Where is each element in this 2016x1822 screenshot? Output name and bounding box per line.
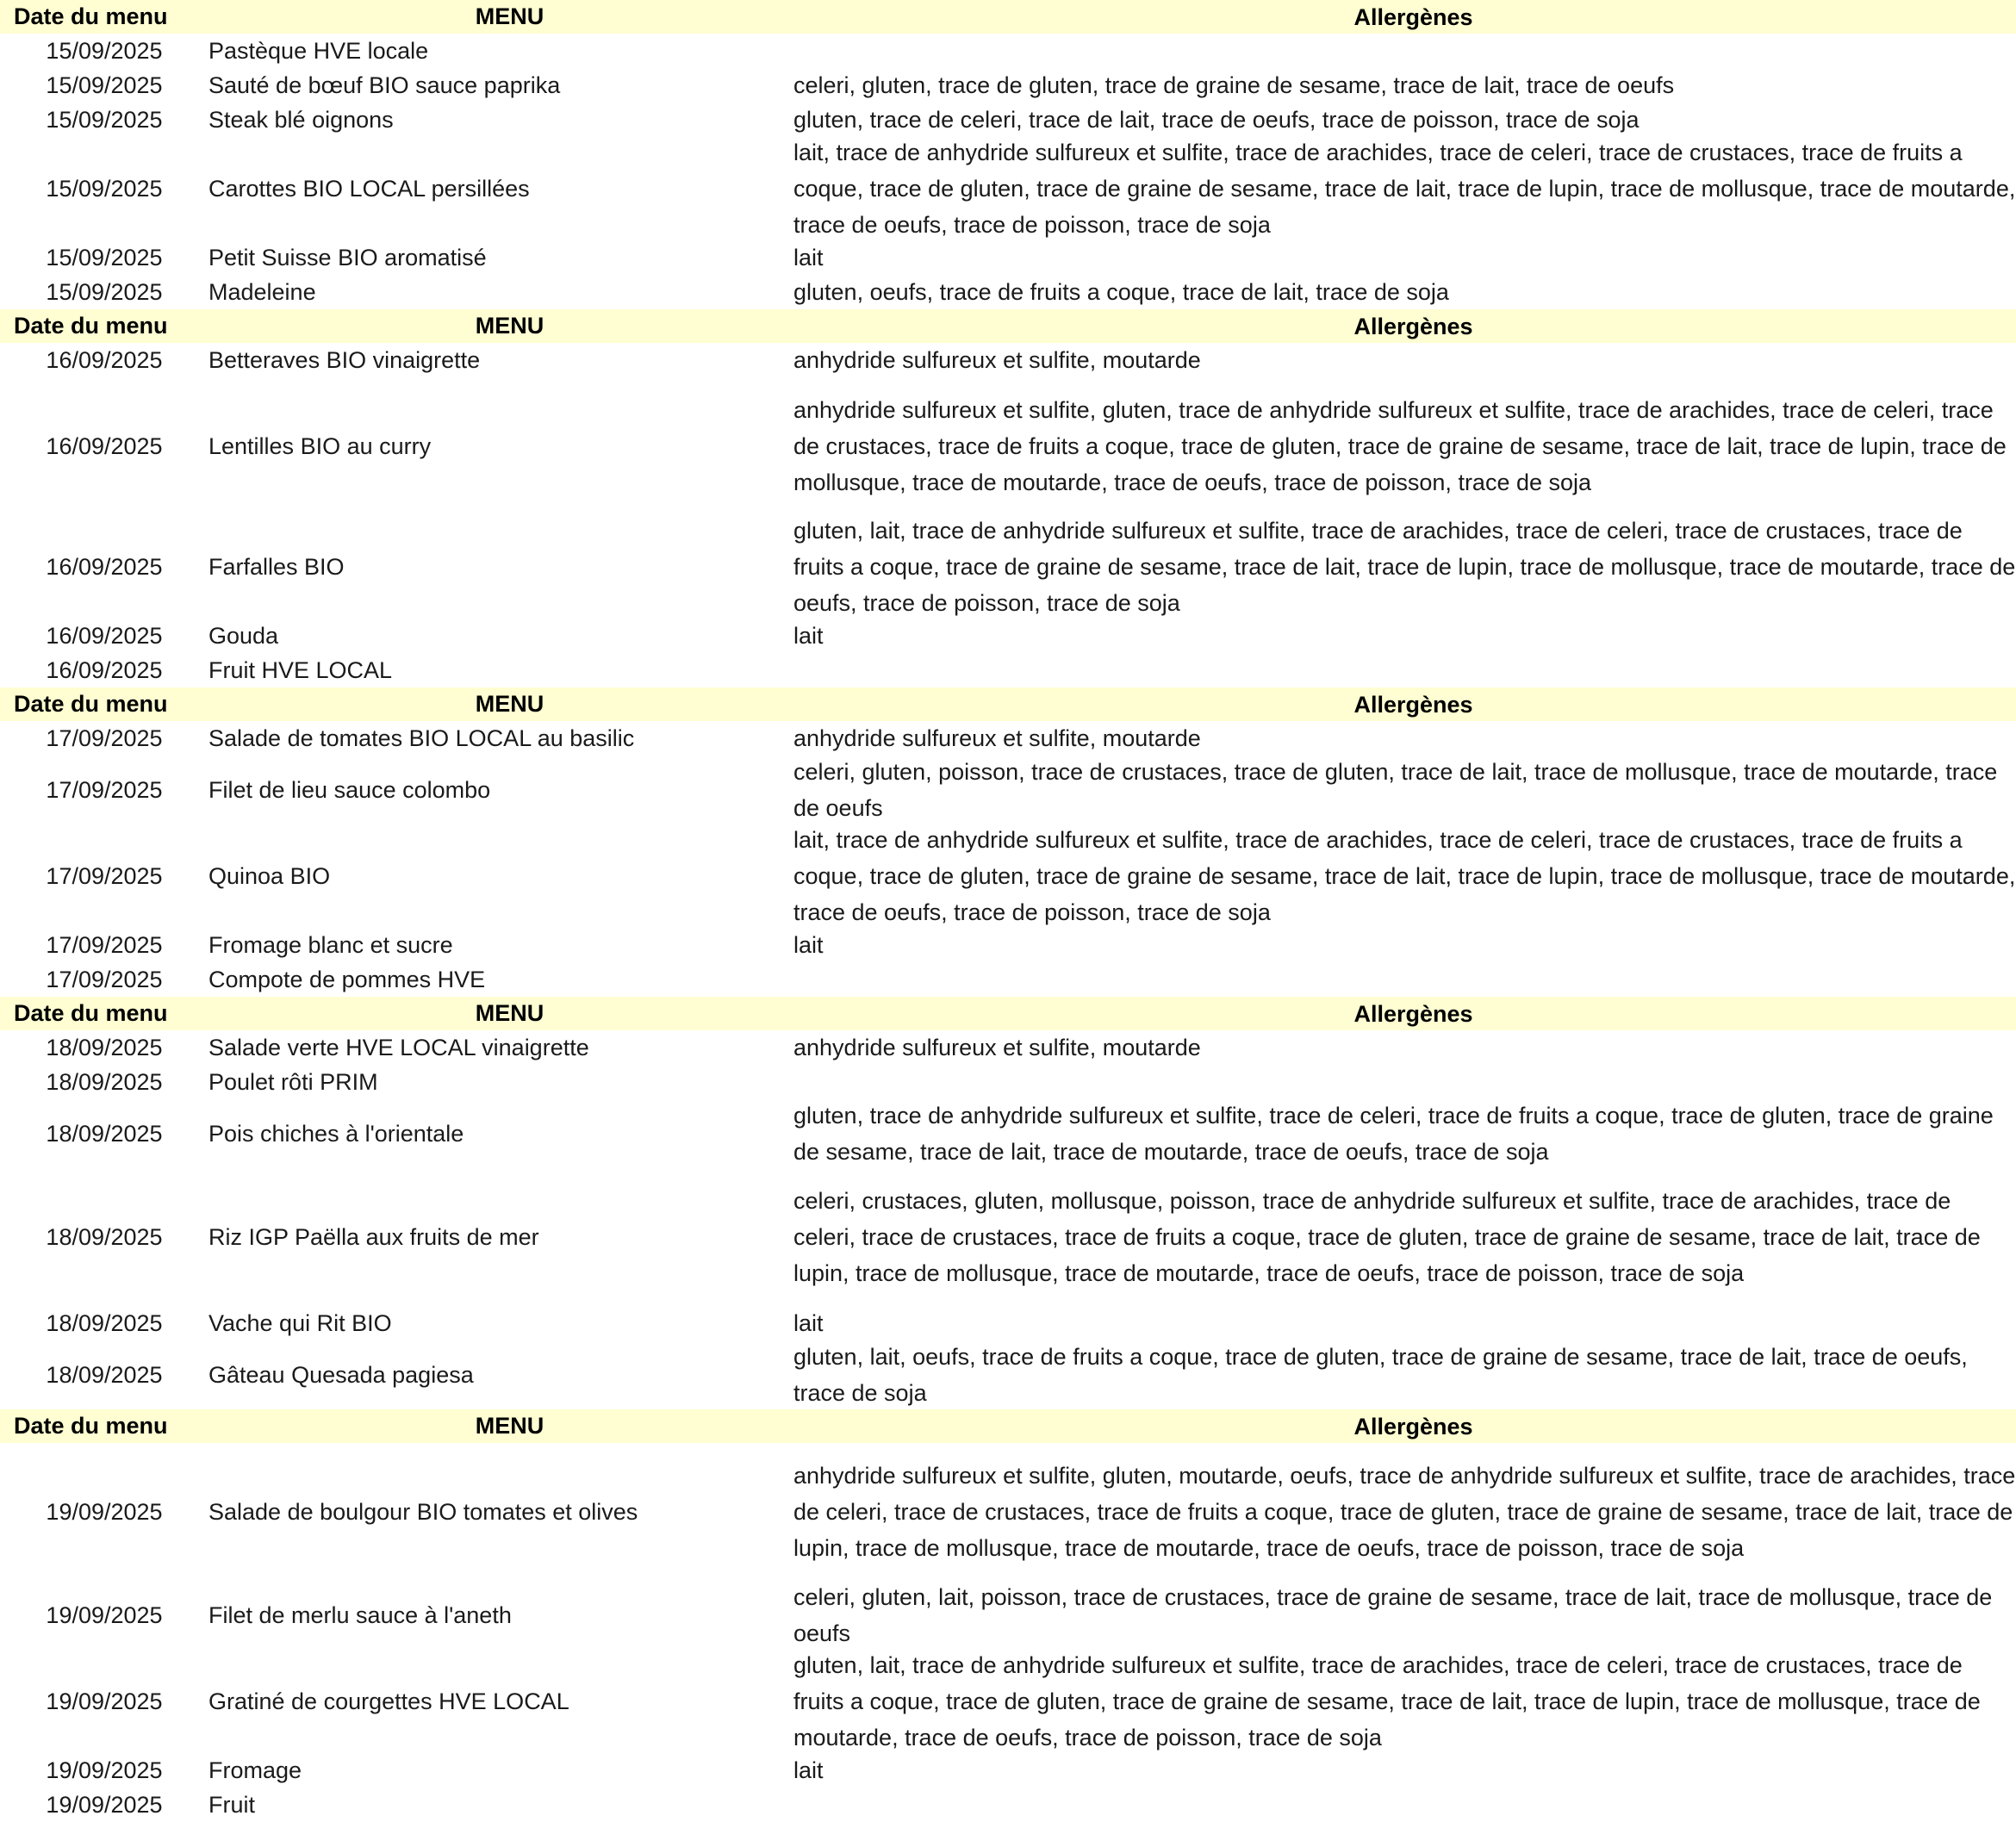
header-allergens: Allergènes (1353, 691, 1473, 718)
row-allergens: gluten, lait, trace de anhydride sulfureux et sulfite, trace de arachides, trace de celeri, trace de crustaces, trace de fruits a coque, trace de gluten, trace de graine de sesame, trace de lait, trace de lupin, trace de mollusque, trace de moutarde, trace de oeufs, trace de poisson, trace de soja (793, 1652, 1981, 1750)
row-menu: Fruit HVE LOCAL (208, 656, 393, 683)
header-menu: MENU (475, 1000, 544, 1026)
header-menu: MENU (475, 3, 544, 29)
table-row (0, 1443, 2016, 1581)
row-menu: Riz IGP Paëlla aux fruits de mer (208, 1223, 539, 1250)
row-allergens: lait, trace de anhydride sulfureux et sulfite, trace de arachides, trace de celeri, trace de crustaces, trace de fruits a coque, trace de gluten, trace de graine de sesame, trace de lait, trace de lupin, trace de mollusque, trace de moutarde, trace de oeufs, trace de poisson, trace de soja (793, 827, 2016, 925)
row-allergens: lait (793, 1310, 824, 1336)
row-date: 15/09/2025 (46, 37, 163, 64)
row-menu: Steak blé oignons (208, 106, 394, 133)
row-date: 18/09/2025 (46, 1120, 163, 1147)
table-row (0, 343, 2016, 377)
row-date: 19/09/2025 (46, 1688, 163, 1714)
table-row (0, 34, 2016, 68)
table-row (0, 137, 2016, 240)
table-row (0, 962, 2016, 997)
row-menu: Petit Suisse BIO aromatisé (208, 244, 487, 271)
table-row (0, 653, 2016, 687)
table-row (0, 240, 2016, 275)
table-row (0, 1650, 2016, 1753)
row-allergens: gluten, lait, trace de anhydride sulfureux et sulfite, trace de arachides, trace de celeri, trace de crustaces, trace de fruits a coque, trace de graine de sesame, trace de lait, trace de lupin, trace de mollusque, trace de moutarde, trace de oeufs, trace de poisson, trace de soja (793, 518, 2016, 616)
table-row (0, 68, 2016, 103)
row-allergens: gluten, oeufs, trace de fruits a coque, trace de lait, trace de soja (793, 279, 1449, 305)
row-allergens: lait (793, 623, 824, 649)
row-menu: Gâteau Quesada pagiesa (208, 1361, 474, 1388)
row-menu: Poulet rôti PRIM (208, 1068, 378, 1095)
row-menu: Pois chiches à l'orientale (208, 1120, 464, 1147)
row-date: 19/09/2025 (46, 1601, 163, 1628)
header-menu: MENU (475, 691, 544, 717)
table-row (0, 1340, 2016, 1409)
header-allergens: Allergènes (1353, 1413, 1473, 1440)
row-menu: Salade de tomates BIO LOCAL au basilic (208, 724, 635, 751)
row-date: 19/09/2025 (46, 1757, 163, 1783)
table-row (0, 756, 2016, 824)
header-date: Date du menu (14, 3, 168, 29)
table-row (0, 721, 2016, 756)
table-row (0, 824, 2016, 928)
row-menu: Lentilles BIO au curry (208, 432, 432, 459)
row-date: 19/09/2025 (46, 1498, 163, 1525)
table-row (0, 1168, 2016, 1306)
table-row (0, 1753, 2016, 1788)
row-menu: Salade verte HVE LOCAL vinaigrette (208, 1034, 589, 1060)
row-date: 18/09/2025 (46, 1068, 163, 1095)
row-menu: Compote de pommes HVE (208, 966, 486, 992)
table-row (0, 1065, 2016, 1099)
table-row (0, 1030, 2016, 1065)
row-date: 16/09/2025 (46, 622, 163, 649)
row-date: 18/09/2025 (46, 1309, 163, 1336)
row-allergens: celeri, gluten, poisson, trace de crustaces, trace de gluten, trace de lait, trace de mollusque, trace de moutarde, trace de oeufs (793, 759, 1998, 821)
row-menu: Filet de merlu sauce à l'aneth (208, 1601, 512, 1628)
row-date: 17/09/2025 (46, 724, 163, 751)
row-menu: Fromage (208, 1757, 302, 1783)
table-row (0, 1581, 2016, 1650)
row-menu: Gouda (208, 622, 279, 649)
row-menu: Betteraves BIO vinaigrette (208, 346, 481, 373)
table-row (0, 1099, 2016, 1168)
row-allergens: celeri, gluten, lait, poisson, trace de crustaces, trace de graine de sesame, trace de lait, trace de mollusque, trace de oeufs (793, 1584, 1993, 1646)
table-row (0, 928, 2016, 962)
row-allergens: lait (793, 932, 824, 958)
row-date: 18/09/2025 (46, 1361, 163, 1388)
row-menu: Pastèque HVE locale (208, 37, 429, 64)
row-allergens: celeri, gluten, trace de gluten, trace de graine de sesame, trace de lait, trace de oeufs (793, 72, 1675, 98)
row-allergens: gluten, trace de celeri, trace de lait, trace de oeufs, trace de poisson, trace de soja (793, 107, 1640, 133)
header-allergens: Allergènes (1353, 3, 1473, 30)
row-allergens: anhydride sulfureux et sulfite, moutarde (793, 725, 1201, 751)
table-row (0, 275, 2016, 309)
row-date: 17/09/2025 (46, 862, 163, 889)
header-row (0, 0, 2016, 34)
row-allergens: lait (793, 1757, 824, 1783)
row-menu: Vache qui Rit BIO (208, 1309, 392, 1336)
row-allergens: anhydride sulfureux et sulfite, moutarde (793, 347, 1201, 373)
header-date: Date du menu (14, 313, 168, 339)
row-menu: Quinoa BIO (208, 862, 331, 889)
table-row (0, 377, 2016, 515)
row-date: 15/09/2025 (46, 244, 163, 271)
row-date: 19/09/2025 (46, 1791, 163, 1818)
row-allergens: celeri, crustaces, gluten, mollusque, poisson, trace de anhydride sulfureux et sulfite, trace de arachides, trace de celeri, trace de crustaces, trace de fruits a coque, trace de gluten, trace de graine de sesame, trace de lait, trace de lupin, trace de mollusque, trace de moutarde, trace de oeufs, trace de poisson, trace de soja (793, 1188, 1981, 1286)
row-allergens: anhydride sulfureux et sulfite, moutarde (793, 1035, 1201, 1060)
header-allergens: Allergènes (1353, 1000, 1473, 1027)
header-date: Date du menu (14, 1000, 168, 1026)
table-row (0, 1788, 2016, 1822)
row-date: 17/09/2025 (46, 931, 163, 958)
row-date: 18/09/2025 (46, 1223, 163, 1250)
row-menu: Filet de lieu sauce colombo (208, 776, 491, 803)
row-date: 15/09/2025 (46, 278, 163, 305)
row-allergens: anhydride sulfureux et sulfite, gluten, moutarde, oeufs, trace de anhydride sulfureux et sulfite, trace de arachides, trace de celeri, trace de crustaces, trace de fruits a coque, trace de gluten, trace de graine de sesame, trace de lait, trace de lupin, trace de mollusque, trace de moutarde, trace de oeufs, trace de poisson, trace de soja (793, 1463, 2016, 1561)
row-menu: Carottes BIO LOCAL persillées (208, 175, 530, 202)
header-date: Date du menu (14, 691, 168, 717)
row-menu: Sauté de bœuf BIO sauce paprika (208, 72, 561, 98)
row-date: 15/09/2025 (46, 72, 163, 98)
row-date: 16/09/2025 (46, 553, 163, 580)
table-row (0, 515, 2016, 619)
table-row (0, 619, 2016, 653)
row-date: 17/09/2025 (46, 776, 163, 803)
row-allergens: lait (793, 245, 824, 271)
header-allergens: Allergènes (1353, 313, 1473, 339)
row-date: 15/09/2025 (46, 175, 163, 202)
header-row (0, 997, 2016, 1030)
row-date: 17/09/2025 (46, 966, 163, 992)
row-date: 15/09/2025 (46, 106, 163, 133)
row-menu: Gratiné de courgettes HVE LOCAL (208, 1688, 569, 1714)
row-menu: Salade de boulgour BIO tomates et olives (208, 1498, 638, 1525)
header-date: Date du menu (14, 1413, 168, 1439)
row-date: 16/09/2025 (46, 656, 163, 683)
row-date: 16/09/2025 (46, 346, 163, 373)
header-menu: MENU (475, 1413, 544, 1439)
header-menu: MENU (475, 313, 544, 339)
header-row (0, 309, 2016, 343)
row-menu: Madeleine (208, 278, 316, 305)
table-row (0, 1306, 2016, 1340)
row-date: 18/09/2025 (46, 1034, 163, 1060)
table-row (0, 103, 2016, 137)
row-menu: Fromage blanc et sucre (208, 931, 453, 958)
row-allergens: gluten, lait, oeufs, trace de fruits a coque, trace de gluten, trace de graine de sesame, trace de lait, trace de oeufs, trace de soja (793, 1344, 1968, 1406)
header-row (0, 687, 2016, 721)
row-menu: Fruit (208, 1791, 255, 1818)
row-allergens: lait, trace de anhydride sulfureux et sulfite, trace de arachides, trace de celeri, trace de crustaces, trace de fruits a coque, trace de gluten, trace de graine de sesame, trace de lait, trace de lupin, trace de mollusque, trace de moutarde, trace de oeufs, trace de poisson, trace de soja (793, 140, 2016, 238)
row-menu: Farfalles BIO (208, 553, 345, 580)
header-row (0, 1409, 2016, 1443)
row-allergens: anhydride sulfureux et sulfite, gluten, trace de anhydride sulfureux et sulfite, trace de arachides, trace de celeri, trace de crustaces, trace de fruits a coque, trace de gluten, trace de graine de sesame, trace de lait, trace de lupin, trace de mollusque, trace de moutarde, trace de oeufs, trace de poisson, trace de soja (793, 397, 2007, 495)
row-date: 16/09/2025 (46, 432, 163, 459)
row-allergens: gluten, trace de anhydride sulfureux et sulfite, trace de celeri, trace de fruits a coque, trace de gluten, trace de graine de sesame, trace de lait, trace de moutarde, trace de oeufs, trace de soja (793, 1103, 1994, 1165)
